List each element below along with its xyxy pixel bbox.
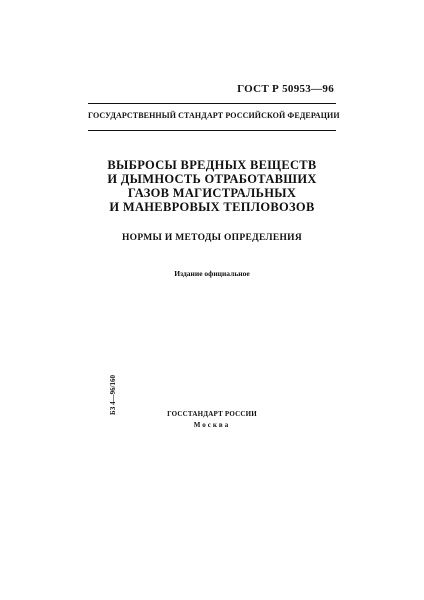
bottom-rule [88,130,336,131]
standard-type-heading: ГОСУДАРСТВЕННЫЙ СТАНДАРТ РОССИЙСКОЙ ФЕДЕРАЦИИ [88,111,340,120]
edition-label: Издание официальное [174,269,250,278]
publisher-city: Москва [193,421,231,429]
title-line: И МАНЕВРОВЫХ ТЕПЛОВОЗОВ [109,200,315,214]
title-line: ВЫБРОСЫ ВРЕДНЫХ ВЕЩЕСТВ [107,158,317,172]
side-code: БЗ 4—96/160 [109,374,117,415]
top-rule [88,103,336,104]
document-number: ГОСТ Р 50953—96 [237,83,334,95]
document-subtitle: НОРМЫ И МЕТОДЫ ОПРЕДЕЛЕНИЯ [121,233,303,243]
title-line: И ДЫМНОСТЬ ОТРАБОТАВШИХ [107,172,317,186]
title-line: ГАЗОВ МАГИСТРАЛЬНЫХ [127,186,297,200]
document-title [80,158,344,214]
publisher-name: ГОССТАНДАРТ РОССИИ [167,410,257,418]
